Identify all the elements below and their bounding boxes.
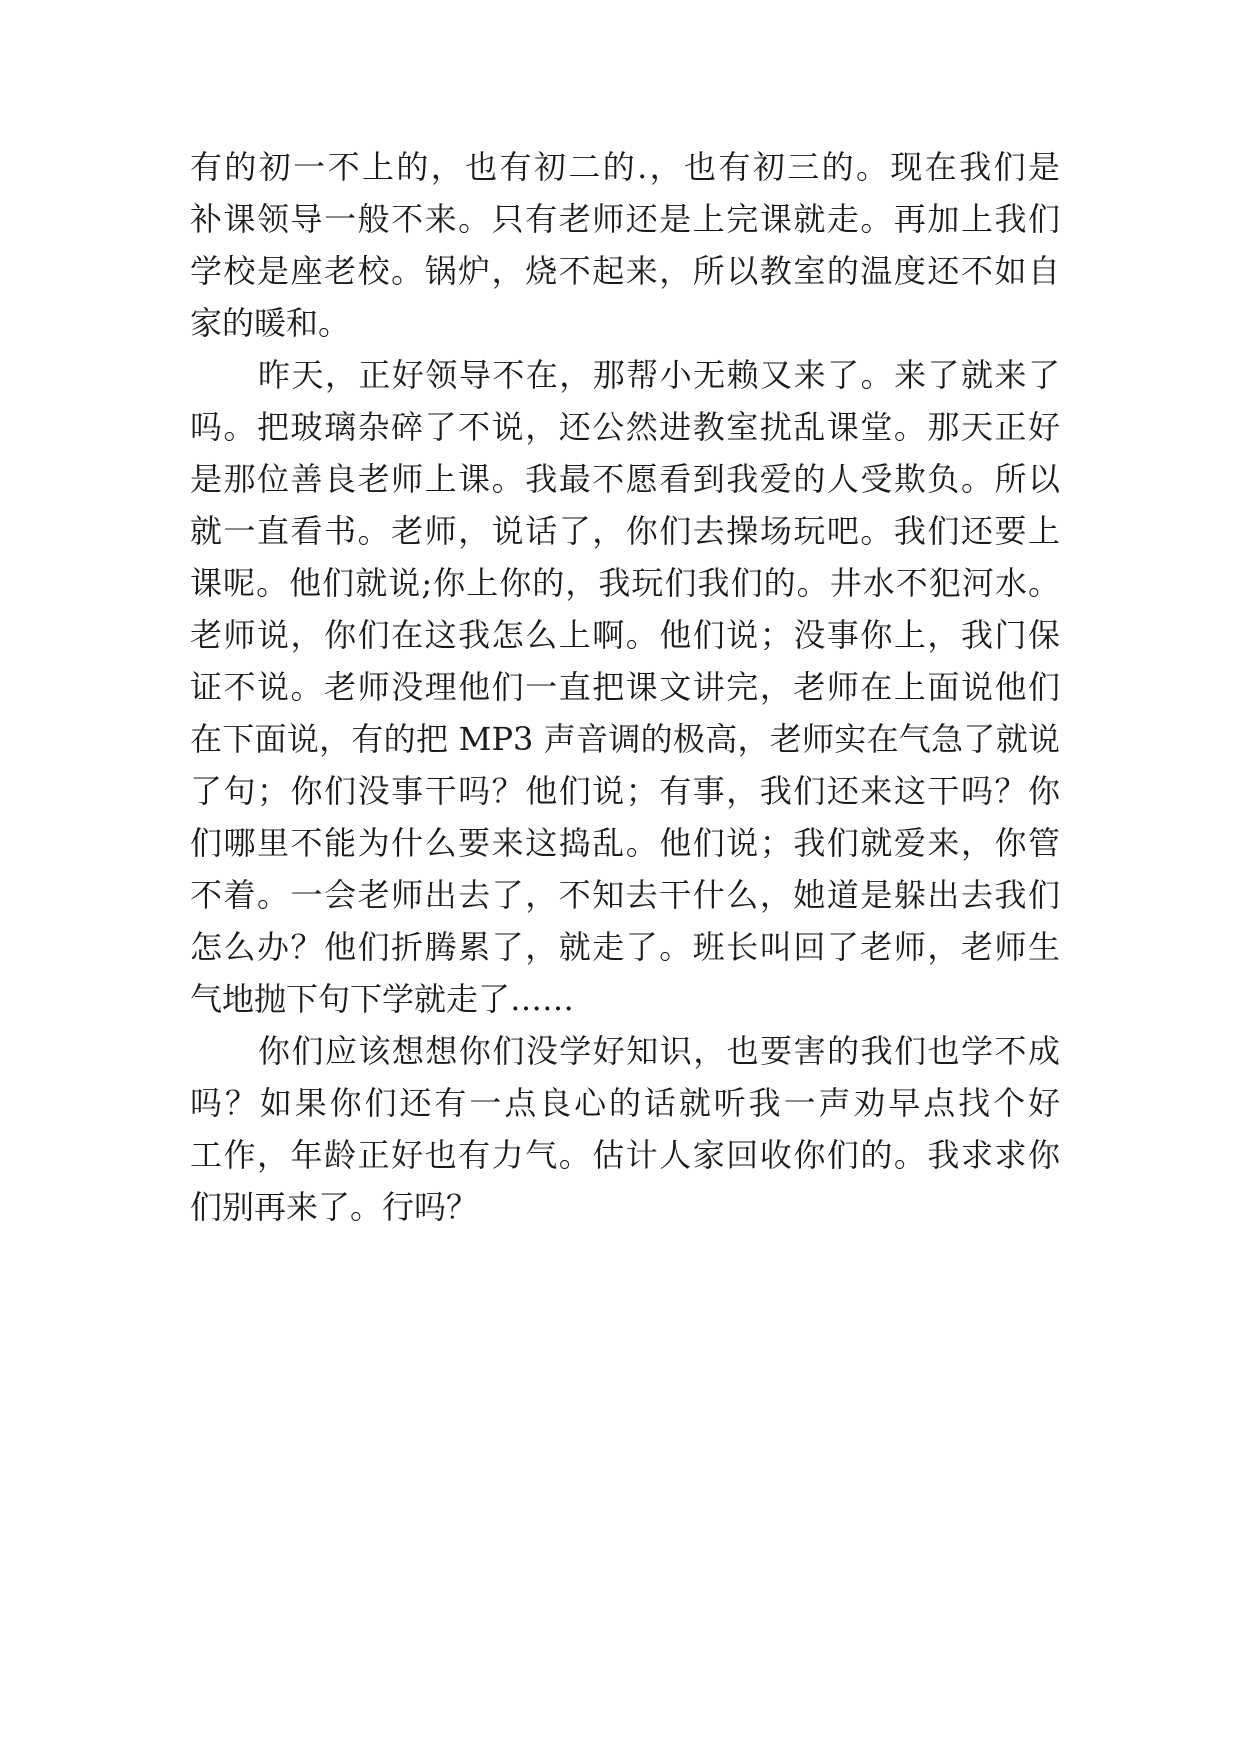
paragraph-1-line-4: 家的暖和。: [190, 304, 351, 342]
paragraph-2-line-6: 老师说，你们在这我怎么上啊。他们说；没事你上，我门保: [190, 616, 1060, 654]
paragraph-2-line-13: 气地抛下句下学就走了……: [190, 980, 575, 1018]
paragraph-2-line-1: 昨天，正好领导不在，那帮小无赖又来了。来了就来了: [258, 356, 1060, 394]
paragraph-2-line-9: 了句；你们没事干吗？他们说；有事，我们还来这干吗？你: [190, 772, 1060, 810]
paragraph-3-line-1: 你们应该想想你们没学好知识，也要害的我们也学不成: [258, 1032, 1060, 1070]
paragraph-2-line-4: 就一直看书。老师，说话了，你们去操场玩吧。我们还要上: [190, 512, 1060, 550]
paragraph-1-line-1: 有的初一不上的，也有初二的.，也有初三的。现在我们是: [190, 148, 1060, 186]
paragraph-2-line-10: 们哪里不能为什么要来这捣乱。他们说；我们就爱来，你管: [190, 824, 1060, 862]
paragraph-2-line-2: 吗。把玻璃杂碎了不说，还公然进教室扰乱课堂。那天正好: [190, 408, 1060, 446]
paragraph-3-line-4: 们别再来了。行吗？: [190, 1188, 479, 1226]
paragraph-2-line-11: 不着。一会老师出去了，不知去干什么，她道是躲出去我们: [190, 876, 1060, 914]
paragraph-1-line-3: 学校是座老校。锅炉，烧不起来，所以教室的温度还不如自: [190, 252, 1060, 290]
paragraph-2-line-5: 课呢。他们就说;你上你的，我玩们我们的。井水不犯河水。: [190, 564, 1060, 602]
paragraph-3-line-3: 工作，年龄正好也有力气。估计人家回收你们的。我求求你: [190, 1136, 1060, 1174]
paragraph-3-line-2: 吗？如果你们还有一点良心的话就听我一声劝早点找个好: [190, 1084, 1060, 1122]
paragraph-2-line-3: 是那位善良老师上课。我最不愿看到我爱的人受欺负。所以: [190, 460, 1060, 498]
paragraph-2-line-8: 在下面说，有的把 MP3 声音调的极高，老师实在气急了就说: [190, 720, 1060, 758]
paragraph-2-line-12: 怎么办？他们折腾累了，就走了。班长叫回了老师，老师生: [190, 928, 1060, 966]
paragraph-2-line-7: 证不说。老师没理他们一直把课文讲完，老师在上面说他们: [190, 668, 1060, 706]
paragraph-1-line-2: 补课领导一般不来。只有老师还是上完课就走。再加上我们: [190, 200, 1060, 238]
